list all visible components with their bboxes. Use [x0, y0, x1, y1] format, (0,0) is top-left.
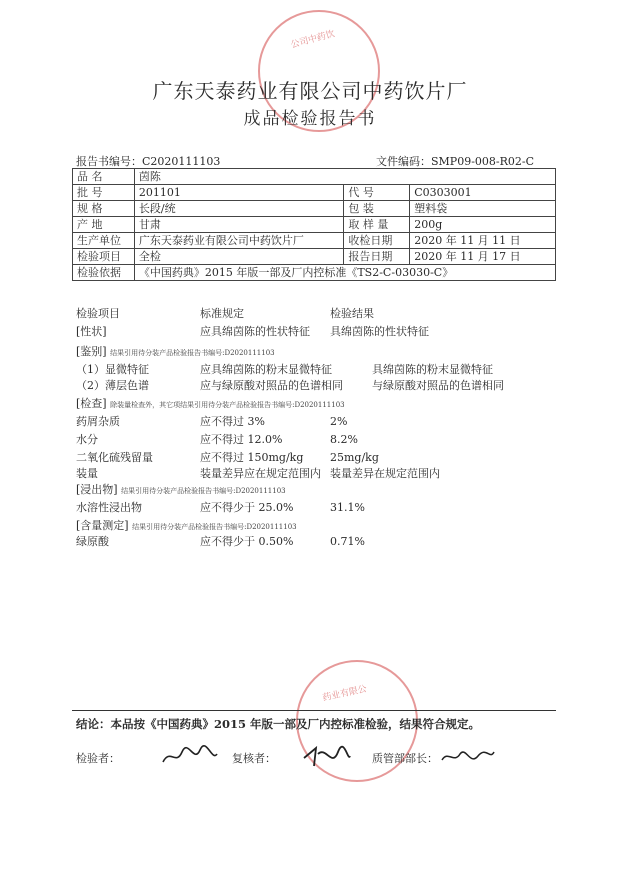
- result-value: 具绵茵陈的性状特征: [330, 325, 429, 338]
- spec-value: 长段/统: [134, 201, 344, 217]
- result-value: 8.2%: [330, 433, 358, 446]
- info-table: [72, 168, 556, 281]
- document-title: 广东天泰药业有限公司中药饮片厂: [152, 79, 468, 103]
- document-subtitle: 成品检验报告书: [243, 109, 377, 129]
- product-value: 茵陈: [134, 169, 555, 185]
- received-date-label: 收检日期: [344, 233, 410, 249]
- test-item-label: 检验项目: [73, 249, 135, 265]
- sample-label: 取 样 量: [344, 217, 410, 233]
- report-date-label: 报告日期: [344, 249, 410, 265]
- result-standard: 应不得少于 0.50%: [200, 535, 294, 548]
- section-label: [鉴别]: [76, 345, 107, 358]
- sample-value: 200g: [410, 217, 556, 233]
- result-standard: 应不得少于 25.0%: [200, 501, 294, 514]
- result-standard: 应不得过 3%: [200, 415, 265, 428]
- batch-value: 201101: [134, 185, 344, 201]
- product-label: 品 名: [73, 169, 135, 185]
- inspector-label: 检验者：: [76, 752, 120, 765]
- code-value: C0303001: [410, 185, 556, 201]
- report-number-label: 报告书编号：: [76, 155, 142, 168]
- result-value: 31.1%: [330, 501, 365, 514]
- result-value: 0.71%: [330, 535, 365, 548]
- result-item: （1）显微特征: [76, 363, 149, 376]
- result-value: 具绵茵陈的粉末显微特征: [372, 363, 493, 376]
- result-item: 绿原酸: [76, 535, 109, 548]
- section-label: [检查]: [76, 397, 107, 410]
- producer-label: 生产单位: [73, 233, 135, 249]
- result-value: 25mg/kg: [330, 451, 379, 464]
- section-title: [76, 344, 275, 361]
- section-note: 结果引用待分装产品检验报告书编号:D2020111103: [110, 349, 275, 357]
- package-value: 塑料袋: [410, 201, 556, 217]
- result-value: 与绿原酸对照品的色谱相同: [372, 379, 504, 392]
- result-value: 2%: [330, 415, 348, 428]
- code-label: 代 号: [344, 185, 410, 201]
- result-item: （2）薄层色谱: [76, 379, 149, 392]
- file-number-label: 文件编码：: [376, 155, 431, 168]
- result-standard: 装量差异应在规定范围内: [200, 467, 321, 480]
- package-label: 包 装: [344, 201, 410, 217]
- report-number-value: C2020111103: [142, 155, 221, 168]
- conclusion: 结论：本品按《中国药典》2015 年版一部及厂内控标准检验，结果符合规定。: [76, 717, 481, 731]
- producer-value: 广东天泰药业有限公司中药饮片厂: [134, 233, 344, 249]
- section-note: 结果引用待分装产品检验报告书编号:D2020111103: [132, 523, 297, 531]
- qa-label: 质管部部长：: [372, 752, 438, 765]
- inspector-signature: [160, 744, 220, 774]
- result-item: 水溶性浸出物: [76, 501, 142, 514]
- section-title: [76, 518, 297, 535]
- section-note: 除装量检查外，其它项结果引用待分装产品检验报告书编号:D2020111103: [110, 401, 345, 409]
- basis-label: 检验依据: [73, 265, 135, 281]
- result-standard: 应不得过 12.0%: [200, 433, 283, 446]
- section-label: [含量测定]: [76, 519, 129, 532]
- result-item: 装量: [76, 467, 98, 480]
- seal-top-text: 公司中药饮: [289, 29, 336, 51]
- bottom-divider: [72, 710, 556, 711]
- result-item: 药屑杂质: [76, 415, 120, 428]
- file-number: [376, 153, 534, 169]
- spec-label: 规 格: [73, 201, 135, 217]
- origin-value: 甘肃: [134, 217, 344, 233]
- section-note: 结果引用待分装产品检验报告书编号:D2020111103: [121, 487, 286, 495]
- report-date-value: 2020 年 11 月 17 日: [410, 249, 556, 265]
- result-standard: 应与绿原酸对照品的色谱相同: [200, 379, 343, 392]
- result-standard: 应具绵茵陈的粉末显微特征: [200, 363, 332, 376]
- reviewer-signature: [302, 744, 352, 774]
- test-item-value: 全检: [134, 249, 344, 265]
- result-standard: 应具绵茵陈的性状特征: [200, 325, 310, 338]
- section-title: [76, 396, 345, 413]
- result-item: [性状]: [76, 325, 107, 338]
- section-label: [浸出物]: [76, 483, 118, 496]
- origin-label: 产 地: [73, 217, 135, 233]
- batch-label: 批 号: [73, 185, 135, 201]
- reviewer-label: 复核者：: [232, 752, 276, 765]
- file-number-value: SMP09-008-R02-C: [431, 155, 535, 168]
- results-header-result: 检验结果: [330, 307, 374, 320]
- result-value: 装量差异在规定范围内: [330, 467, 440, 480]
- report-number: [76, 153, 220, 169]
- result-standard: 应不得过 150mg/kg: [200, 451, 304, 464]
- section-title: [76, 482, 286, 499]
- qa-signature: [440, 744, 496, 774]
- result-item: 水分: [76, 433, 98, 446]
- results-header-standard: 标准规定: [200, 307, 244, 320]
- result-item: 二氧化硫残留量: [76, 451, 153, 464]
- basis-value: 《中国药典》2015 年版一部及厂内控标准《TS2-C-03030-C》: [134, 265, 555, 281]
- results-header-item: 检验项目: [76, 307, 120, 320]
- seal-bottom-text: 药业有限公: [321, 684, 368, 704]
- received-date-value: 2020 年 11 月 11 日: [410, 233, 556, 249]
